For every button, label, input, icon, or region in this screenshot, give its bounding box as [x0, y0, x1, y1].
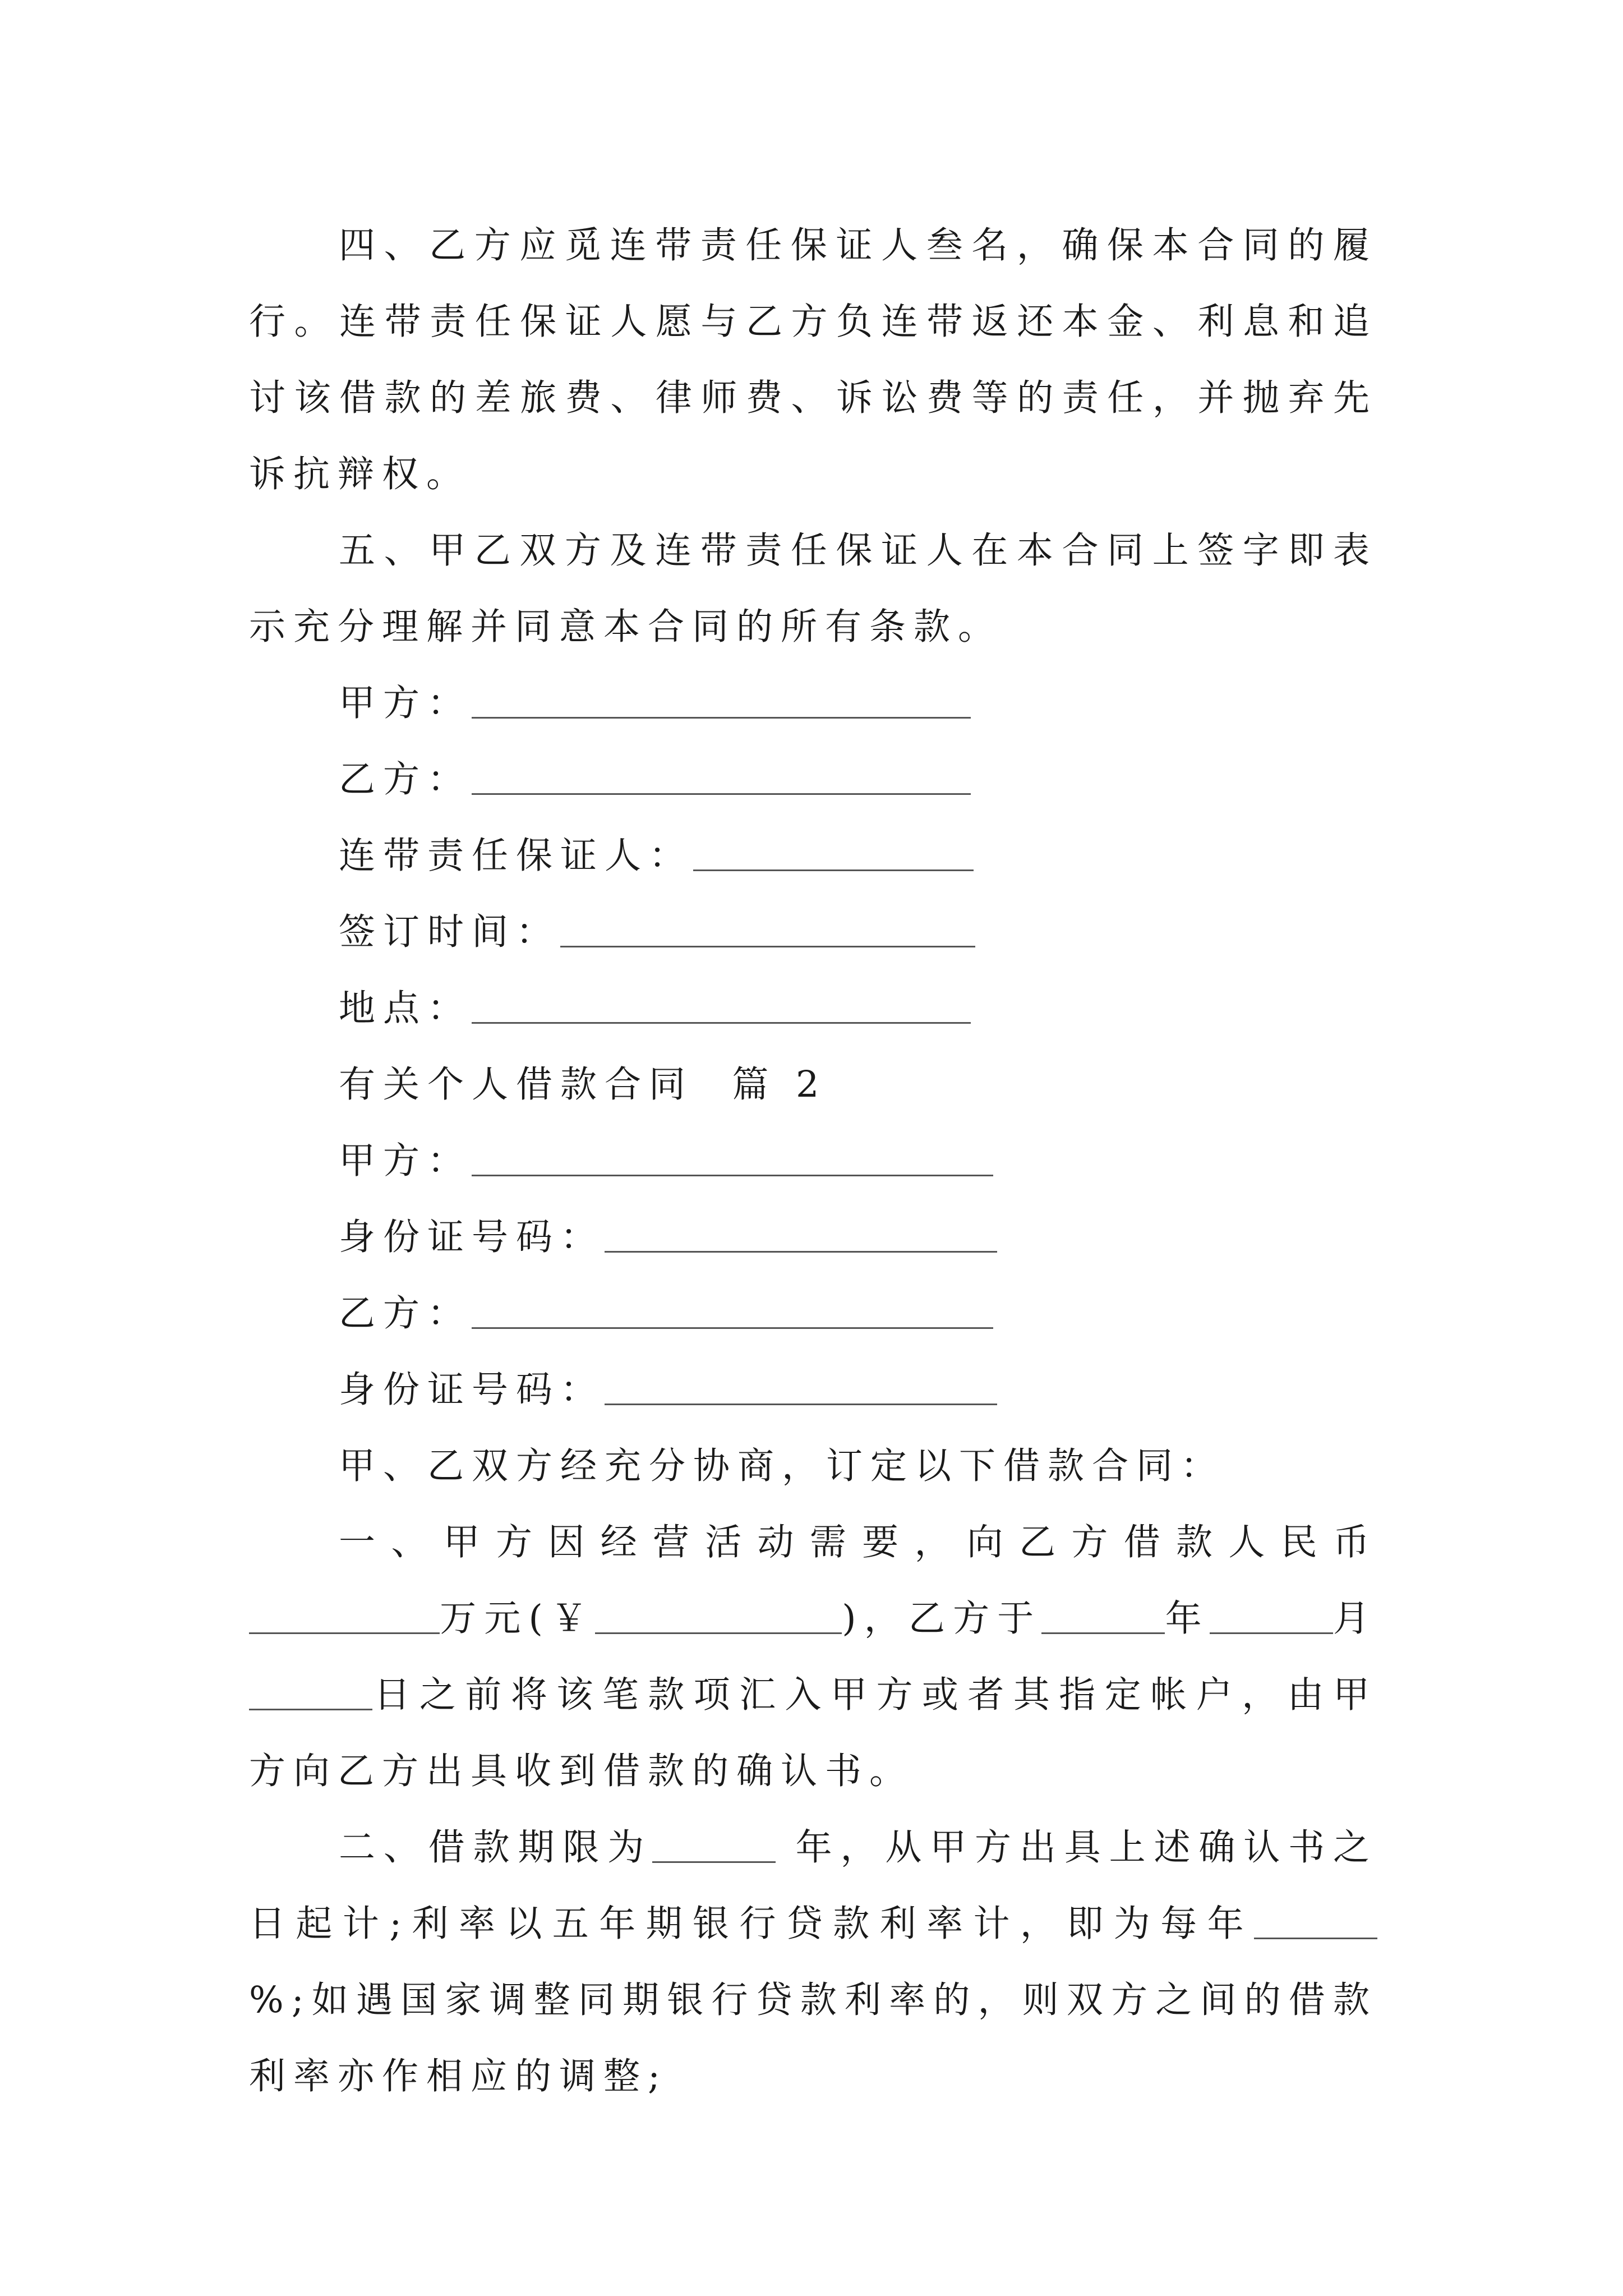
- fill-blank[interactable]: [472, 757, 971, 795]
- party-a-line: [249, 1123, 1377, 1199]
- label: 甲方：: [339, 1140, 472, 1182]
- clause-2: [249, 1810, 1377, 2115]
- amount-figure-blank[interactable]: [595, 1596, 842, 1634]
- signature-party-a: [249, 665, 1377, 742]
- text: 一、甲方因经营活动需要，向乙方借款人民币: [339, 1521, 1377, 1563]
- text: )，乙方于: [842, 1598, 1042, 1640]
- amount-blank[interactable]: [249, 1596, 440, 1634]
- text: 月: [1332, 1598, 1378, 1640]
- day-blank[interactable]: [249, 1672, 372, 1710]
- signature-place: [249, 970, 1377, 1047]
- fill-blank[interactable]: [605, 1214, 997, 1253]
- rate-blank[interactable]: [1254, 1901, 1377, 1939]
- text: 二、借款期限为: [339, 1826, 653, 1869]
- contract-body: [249, 208, 1377, 2115]
- section-title: 有关个人借款合同 篇 2: [339, 1064, 827, 1106]
- signature-guarantor: [249, 818, 1377, 894]
- fill-blank[interactable]: [472, 680, 971, 719]
- label: 身份证号码：: [339, 1369, 605, 1411]
- fill-blank[interactable]: [693, 833, 974, 871]
- party-a-id-line: [249, 1199, 1377, 1276]
- fill-blank[interactable]: [560, 909, 975, 947]
- label: 签订时间：: [339, 911, 561, 953]
- clause-4: 四、乙方应觅连带责任保证人叁名，确保本合同的履行。连带责任保证人愿与乙方负连带返还本金、利息和追讨该借款的差旅费、律师费、诉讼费等的责任，并抛弃先诉抗辩权。: [249, 224, 1377, 495]
- label: 地点：: [339, 987, 472, 1029]
- label: 连带责任保证人：: [339, 835, 694, 877]
- label: 身份证号码：: [339, 1216, 605, 1258]
- label: 甲方：: [339, 682, 472, 724]
- agreement-intro: 甲、乙双方经充分协商，订定以下借款合同：: [339, 1445, 1225, 1487]
- clause-5: 五、甲乙双方及连带责任保证人在本合同上签字即表示充分理解并同意本合同的所有条款。: [249, 530, 1377, 648]
- label: 乙方：: [339, 1292, 472, 1335]
- text: 年: [1165, 1598, 1210, 1640]
- month-blank[interactable]: [1210, 1596, 1333, 1634]
- term-blank[interactable]: [652, 1825, 776, 1863]
- fill-blank[interactable]: [472, 1291, 993, 1329]
- fill-blank[interactable]: [605, 1367, 997, 1405]
- clause-1: [249, 1504, 1377, 1810]
- fill-blank[interactable]: [472, 986, 971, 1024]
- signature-party-b: [249, 742, 1377, 818]
- party-b-line: [249, 1276, 1377, 1352]
- signature-date: [249, 894, 1377, 970]
- text: 日: [372, 1674, 419, 1716]
- text: 之前将该笔款项汇入甲方或者其指定帐户，由甲方向乙方出具收到借款的确认书。: [249, 1674, 1377, 1792]
- text: %;如遇国家调整同期银行贷款利率的，则双方之间的借款利率亦作相应的调整;: [249, 1979, 1377, 2097]
- text: 万元(￥: [440, 1598, 596, 1640]
- party-b-id-line: [249, 1352, 1377, 1428]
- fill-blank[interactable]: [472, 1138, 993, 1176]
- text: 年，从甲方出具上述确认书之日起计;利率以五年期银行贷款利率计，即为每年: [249, 1826, 1377, 1945]
- year-blank[interactable]: [1041, 1596, 1165, 1634]
- label: 乙方：: [339, 758, 472, 800]
